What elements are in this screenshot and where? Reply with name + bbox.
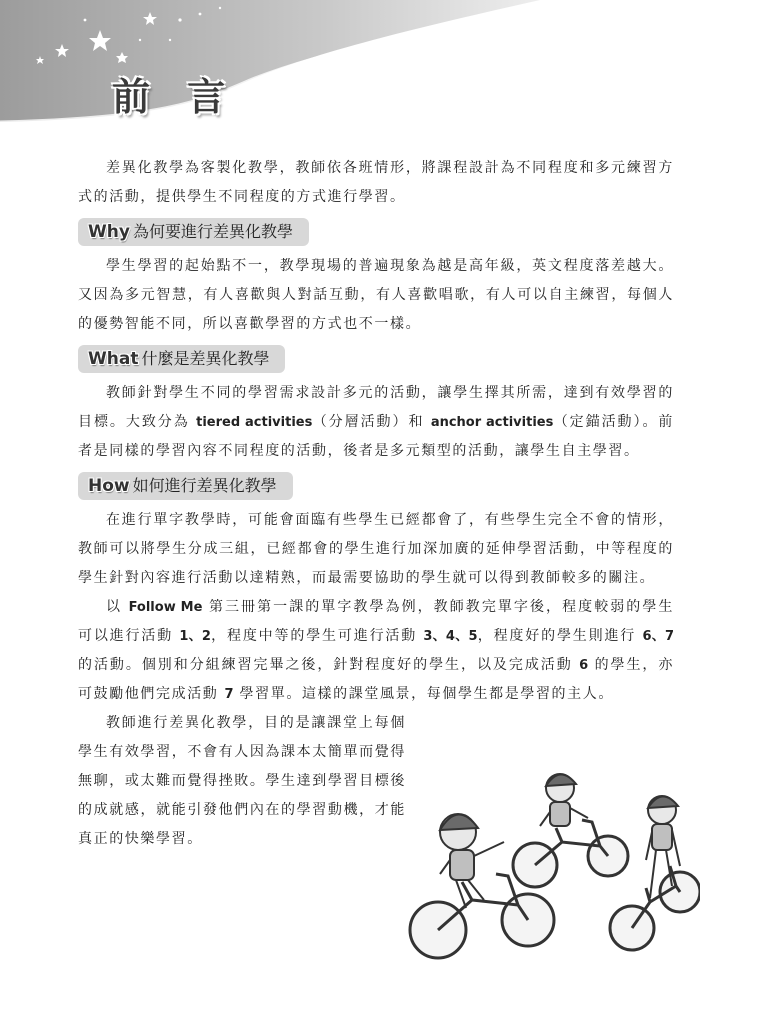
activity-number: 7 [224, 687, 234, 702]
activity-number: 6、7 [642, 629, 675, 644]
text-segment: 教師針對學生不同的學習需求設計多元的活動，讓學生擇其所需，達到有效學習的目標。大致分為 [78, 385, 674, 430]
activity-number: 6 [579, 658, 589, 673]
section-heading-how [78, 472, 293, 500]
text-segment: 學習單。這樣的課堂風景，每個學生都是學習的主人。 [233, 686, 614, 702]
section-keyword: How [88, 476, 130, 496]
how-paragraph-3: 教師進行差異化教學，目的是讓課堂上每個學生有效學習，不會有人因為課本太簡單而覺得無聊，或太難而覺得挫敗。學生達到學習目標後的成就感，就能引發他們內在的學習動機，才能真正的快樂學習。 [78, 715, 406, 847]
page-title: 前 言 [112, 75, 238, 119]
text-segment: ，程度中等的學生可進行活動 [210, 628, 424, 644]
section-heading-text: 如何進行差異化教學 [132, 476, 277, 495]
section-heading-what [78, 345, 285, 373]
how-paragraph-1: 在進行單字教學時，可能會面臨有些學生已經都會了，有些學生完全不會的情形，教師可以將學生分成三組，已經都會的學生進行加深加廣的延伸學習活動，中等程度的學生針對內容進行活動以達精熟，而最需要協助的學生就可以得到教師較多的關注。 [78, 512, 674, 586]
text-segment: 以 [106, 599, 129, 615]
text-segment: 的學生，亦可鼓勵他們完成活動 [78, 657, 674, 702]
intro-paragraph: 差異化教學為客製化教學，教師依各班情形，將課程設計為不同程度和多元練習方式的活動，提供學生不同程度的方式進行學習。 [78, 160, 674, 205]
children-bicycles-icon [400, 770, 700, 970]
text-segment: 第三冊第一課的單字教學為例，教師教完單字後，程度較弱的學生可以進行活動 [78, 599, 674, 644]
term-anchor: anchor activities [430, 415, 554, 430]
text-segment: ，程度好的學生則進行 [477, 628, 643, 644]
text-segment: （分層活動）和 [312, 414, 431, 430]
section-heading-why [78, 218, 309, 246]
section-keyword: What [88, 349, 139, 369]
bicycle-illustration [400, 770, 700, 970]
section-keyword: Why [88, 222, 130, 242]
activity-number: 3、4、5 [423, 629, 478, 644]
text-segment: 的活動。個別和分組練習完畢之後，針對程度好的學生，以及完成活動 [78, 657, 580, 673]
why-paragraph: 學生學習的起始點不一，教學現場的普遍現象為越是高年級，英文程度落差越大。又因為多元智慧，有人喜歡與人對話互動，有人喜歡唱歌，有人可以自主練習，每個人的優勢智能不同，所以喜歡學習的方式也不一樣。 [78, 258, 674, 332]
term-tiered: tiered activities [196, 415, 313, 430]
section-heading-text: 什麼是差異化教學 [141, 349, 270, 368]
section-heading-text: 為何要進行差異化教學 [132, 222, 293, 241]
activity-number: 1、2 [179, 629, 211, 644]
article-body [78, 154, 674, 854]
book-title: Follow Me [128, 600, 203, 615]
text-segment: （定錨活動）。前者是同樣的學習內容不同程度的活動，後者是多元類型的活動，讓學生自主學習。 [78, 414, 675, 459]
how-paragraph-2 [78, 593, 674, 709]
what-paragraph [78, 379, 674, 466]
